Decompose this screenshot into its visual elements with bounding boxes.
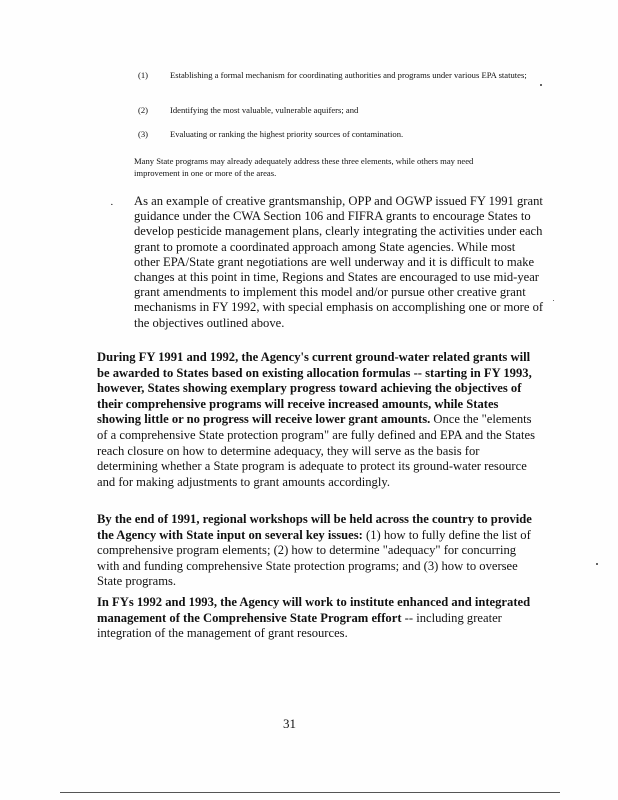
scan-speck <box>596 563 598 565</box>
paragraph-bold-text: During FY 1991 and 1992, the Agency's current ground-water related grants will be awarded to States based on existing allocation formulas -- starting in FY 1993, however, States showing exemplary progress toward achieving the objectives of their comprehensive programs will receive increased amounts, while States showing little or no progress will receive lower grant amounts. <box>97 350 532 427</box>
item-text: Evaluating or ranking the highest priority sources of contamination. <box>170 129 404 139</box>
paragraph-text: -- including greater integration of the management of grant resources. <box>97 610 502 641</box>
paragraph-grants <box>97 350 537 490</box>
item-number: (3) <box>138 129 149 139</box>
scan-edge-line <box>60 792 560 793</box>
paragraph-bold-text: In FYs 1992 and 1993, the Agency will work to institute enhanced and integrated management of the Comprehensive State Program effort <box>97 595 531 625</box>
item-number: (1) <box>138 70 149 80</box>
bullet-icon: · <box>110 199 114 211</box>
paragraph-text: (1) how to fully define the list of comprehensive program elements; (2) how to determine "adequacy" for concurring with and funding comprehensive State protection programs; and (3) how to oversee State programs. <box>97 527 531 589</box>
item-number: (2) <box>138 105 149 115</box>
paragraph-bold-text: By the end of 1991, regional workshops will be held across the country to provide the Agency with State input on several key issues: <box>97 512 532 542</box>
note-paragraph: Many State programs may already adequately address these three elements, while others may need improvement in one or more of the areas. <box>134 156 474 178</box>
item-text: Establishing a formal mechanism for coordinating authorities and programs under various EPA statutes; <box>170 70 527 80</box>
scan-speck <box>553 300 554 301</box>
bullet-paragraph: As an example of creative grantsmanship, OPP and OGWP issued FY 1991 grant guidance under the CWA Section 106 and FIFRA grants to encourage States to develop pesticide management plans, clearly integrating the activities under each grant to promote a coordinated approach among State agencies. While most other EPA/State grant negotiations are well underway and it is difficult to make changes at this point in time, Regions and States are encouraged to use mid-year grant amendments to implement this model and/or pursue other creative grant mechanisms in FY 1992, with special emphasis on accomplishing one or more of the objectives outlined above. <box>134 194 544 330</box>
paragraph-workshops <box>97 512 537 590</box>
page-number: 31 <box>283 716 296 731</box>
paragraph-text: Once the "elements of a comprehensive State protection program" are fully defined and EPA and the States reach closure on how to determine adequacy, they will serve as the basis for determining whether a State program is adequate to protect its ground-water resource and for making adjustments to grant amounts accordingly. <box>97 412 535 489</box>
item-text: Identifying the most valuable, vulnerable aquifers; and <box>170 105 359 115</box>
scan-speck <box>540 84 542 86</box>
paragraph-management <box>97 595 537 642</box>
